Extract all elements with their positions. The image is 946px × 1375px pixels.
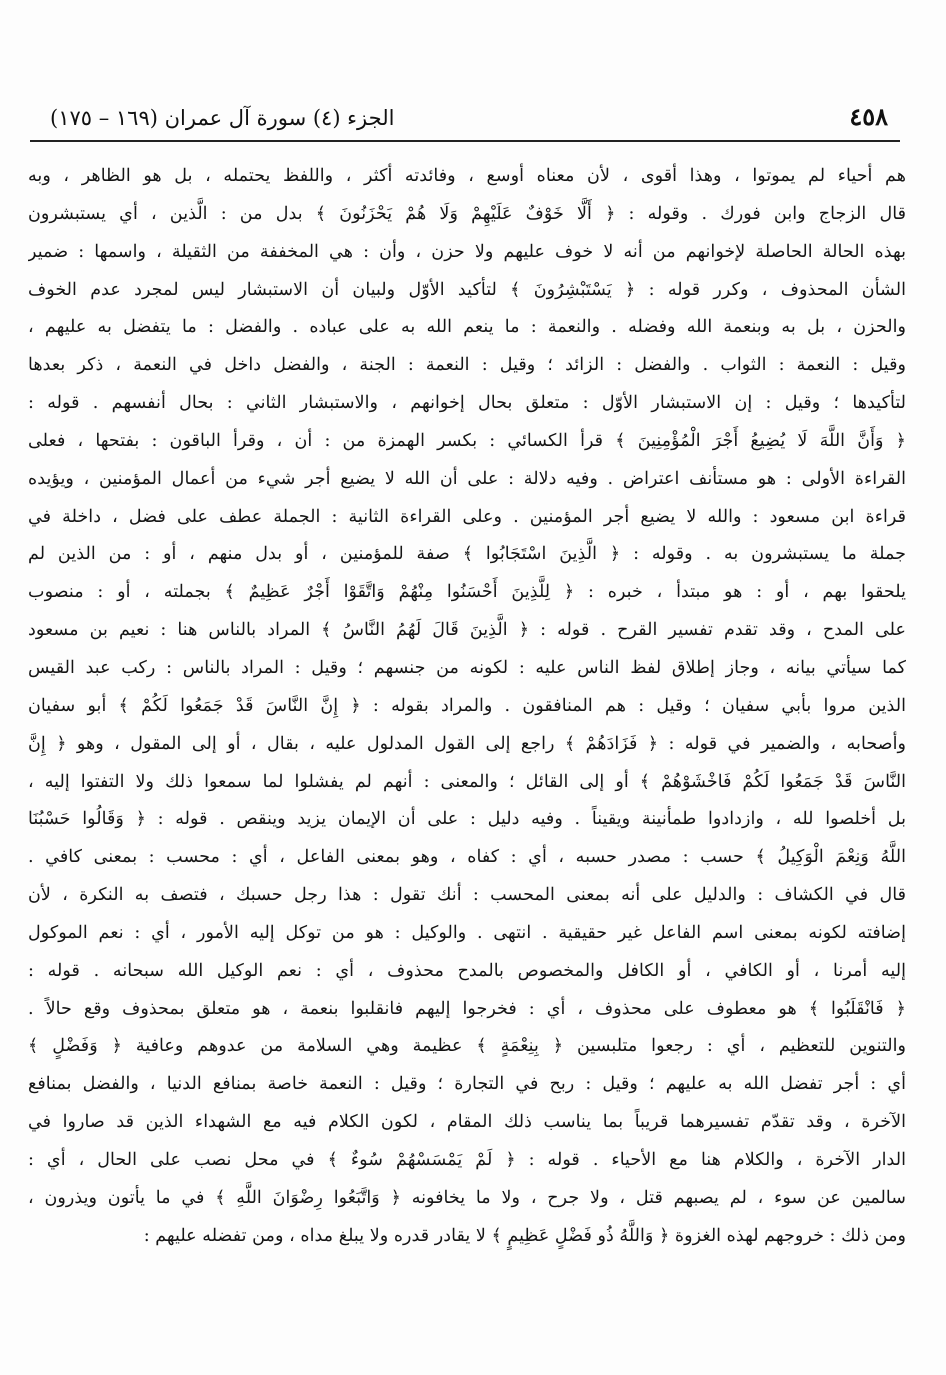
text-line: والحزن ، بل به وبنعمة الله وفضله . والنعمة : ما ينعم الله به على عباده . والفضل : ما يتفضل به عليهم ، xyxy=(28,317,906,338)
body-text xyxy=(28,158,906,1255)
page-number: ٤٥٨ xyxy=(849,102,888,131)
text-line: إضافته لكونه بمعنى اسم الفاعل غير حقيقية . انتهى . والوكيل : هو من توكل إليه الأمور ، أي : نعم الموكول xyxy=(28,922,906,943)
text-line: يلحقوا بهم ، أو : هو مبتدأ ، خبره : ﴿ لِلَّذِينَ أَحْسَنُوا مِنْهُمْ وَاتَّقَوْا أَجْرٌ عَظِيمٌ ﴾ بجملته ، أو : منصوب xyxy=(28,582,906,603)
text-line: قراءة ابن مسعود : والله لا يضيع أجر المؤمنين . وعلى القراءة الثانية : الجملة عطف على فضل ، داخلة في xyxy=(28,506,906,527)
text-line: كما سيأتي بيانه ، وجاز إطلاق لفظ الناس عليه : لكونه من جنسهم ؛ وقيل : المراد بالناس : ركب عبد القيس xyxy=(28,657,906,678)
text-line: قال الزجاج وابن فورك . وقوله : ﴿ أَلَّا خَوْفٌ عَلَيْهِمْ وَلَا هُمْ يَحْزَنُونَ ﴾ بدل من : الَّذين ، أي يستبشرون xyxy=(28,203,906,224)
text-line: الدار الآخرة ، والكلام هنا مع الأحياء . قوله : ﴿ لَمْ يَمْسَسْهُمْ سُوءٌ ﴾ في محل نصب على الحال ، أي : xyxy=(28,1149,906,1170)
text-line: القراءة الأولى : هو مستأنف اعتراض . وفيه دلالة : على أن الله لا يضيع أجر شيء من أعمال المؤمنين ، ويؤيده xyxy=(28,468,906,489)
text-line: ﴿ فَانْقَلَبُوا ﴾ هو معطوف على محذوف ، أي : فخرجوا إليهم فانقلبوا بنعمة ، هو متعلق بمحذوف وقع حالاً . xyxy=(28,998,906,1019)
text-line: لتأكيدها ؛ وقيل : إن الاستبشار الأوّل : متعلق بحال إخوانهم ، والاستبشار الثاني : بحال أنفسهم . قوله : xyxy=(28,393,906,414)
text-line: اللَّهُ وَنِعْمَ الْوَكِيلُ ﴾ حسب : مصدر حسبه ، أي : كفاه ، وهو بمعنى الفاعل ، أي : محسب : بمعنى كافي . xyxy=(28,847,906,868)
text-line: جملة ما يستبشرون به . وقوله : ﴿ الَّذِينَ اسْتَجَابُوا ﴾ صفة للمؤمنين ، أو بدل منهم ، أو : من الذين لم xyxy=(28,544,906,565)
text-line: الشأن المحذوف ، وكرر قوله : ﴿ يَسْتَبْشِرُونَ ﴾ لتأكيد الأوّل ولبيان أن الاستبشار ليس لمجرد عدم الخوف xyxy=(28,279,906,300)
running-title: الجزء (٤) سورة آل عمران (١٦٩ – ١٧٥) xyxy=(50,106,395,130)
text-line: قال في الكشاف : والدليل على أنه بمعنى المحسب : أنك تقول : هذا رجل حسبك ، فتصف به النكرة ، لأن xyxy=(28,885,906,906)
text-line: والتنوين للتعظيم ، أي : رجعوا متلبسين ﴿ بِنِعْمَةٍ ﴾ عظيمة وهي السلامة من عدوهم وعافية ﴿ وَفَضْلٍ ﴾ xyxy=(28,1036,906,1057)
text-line: هم أحياء لم يموتوا ، وهذا أقوى ، لأن معناه أوسع ، وفائدته أكثر ، واللفظ يحتمله ، بل هو الظاهر ، وبه xyxy=(28,166,906,186)
text-line: وقيل : النعمة : الثواب . والفضل : الزائد ؛ وقيل : النعمة : الجنة ، والفضل داخل في النعمة ، ذكر بعدها xyxy=(28,355,906,376)
text-line: أي : أجر تفضل الله به عليهم ؛ وقيل : ربح في التجارة ؛ وقيل : النعمة خاصة بمنافع الدنيا ، والفضل بمنافع xyxy=(28,1074,906,1095)
text-line: بهذه الحالة الحاصلة لإخوانهم من أنه لا خوف عليهم ولا حزن ، وأن : هي المخففة من الثقيلة ، واسمها : ضمير xyxy=(28,241,906,262)
text-line: ومن ذلك : خروجهم لهذه الغزوة ﴿ وَاللَّهُ ذُو فَضْلٍ عَظِيمٍ ﴾ لا يقادر قدره ولا يبلغ مداه ، ومن تفضله عليهم : xyxy=(143,1225,906,1246)
text-line: بل أخلصوا لله ، وازدادوا طمأنينة ويقيناً . وفيه دليل : على أن الإيمان يزيد وينقص . قوله : ﴿ وَقَالُوا حَسْبُنَا xyxy=(28,809,906,830)
text-line: على المدح ، وقد تقدم تفسير القرح . قوله : ﴿ الَّذِينَ قَالَ لَهُمُ النَّاسُ ﴾ المراد بالناس هنا : نعيم بن مسعود xyxy=(28,620,906,641)
text-line: ﴿ وَأَنَّ اللَّهَ لَا يُضِيعُ أَجْرَ الْمُؤْمِنِينَ ﴾ قرأ الكسائي : بكسر الهمزة من : أن ، وقرأ الباقون : بفتحها ، فعلى xyxy=(28,430,906,451)
text-line: النَّاسَ قَدْ جَمَعُوا لَكُمْ فَاخْشَوْهُمْ ﴾ أو إلى القائل ؛ والمعنى : أنهم لم يفشلوا لما سمعوا ذلك ولا التفتوا إليه ، xyxy=(28,771,906,792)
page-header xyxy=(50,98,888,140)
header-rule xyxy=(30,140,900,142)
text-line: الذين مروا بأبي سفيان ؛ وقيل : هم المنافقون . والمراد بقوله : ﴿ إِنَّ النَّاسَ قَدْ جَمَعُوا لَكُمْ ﴾ أبو سفيان xyxy=(28,695,906,716)
text-line: وأصحابه ، والضمير في قوله : ﴿ فَزَادَهُمْ ﴾ راجع إلى القول المدلول عليه ، بقال ، أو إلى المقول ، وهو ﴿ إِنَّ xyxy=(28,733,906,754)
text-line: إليه أمرنا ، أو الكافي ، أو الكافل والمخصوص بالمدح محذوف ، أي : نعم الوكيل الله سبحانه . قوله : xyxy=(28,960,906,981)
text-line: سالمين عن سوء ، لم يصبهم قتل ، ولا جرح ، ولا ما يخافونه ﴿ وَاتَّبَعُوا رِضْوَانَ اللَّهِ ﴾ في ما يأتون ويذرون ، xyxy=(28,1187,906,1208)
text-line: الآخرة ، وقد تقدّم تفسيرهما قريباً بما يناسب ذلك المقام ، لكون الكلام فيه مع الشهداء الذين قد صاروا في xyxy=(28,1112,906,1133)
